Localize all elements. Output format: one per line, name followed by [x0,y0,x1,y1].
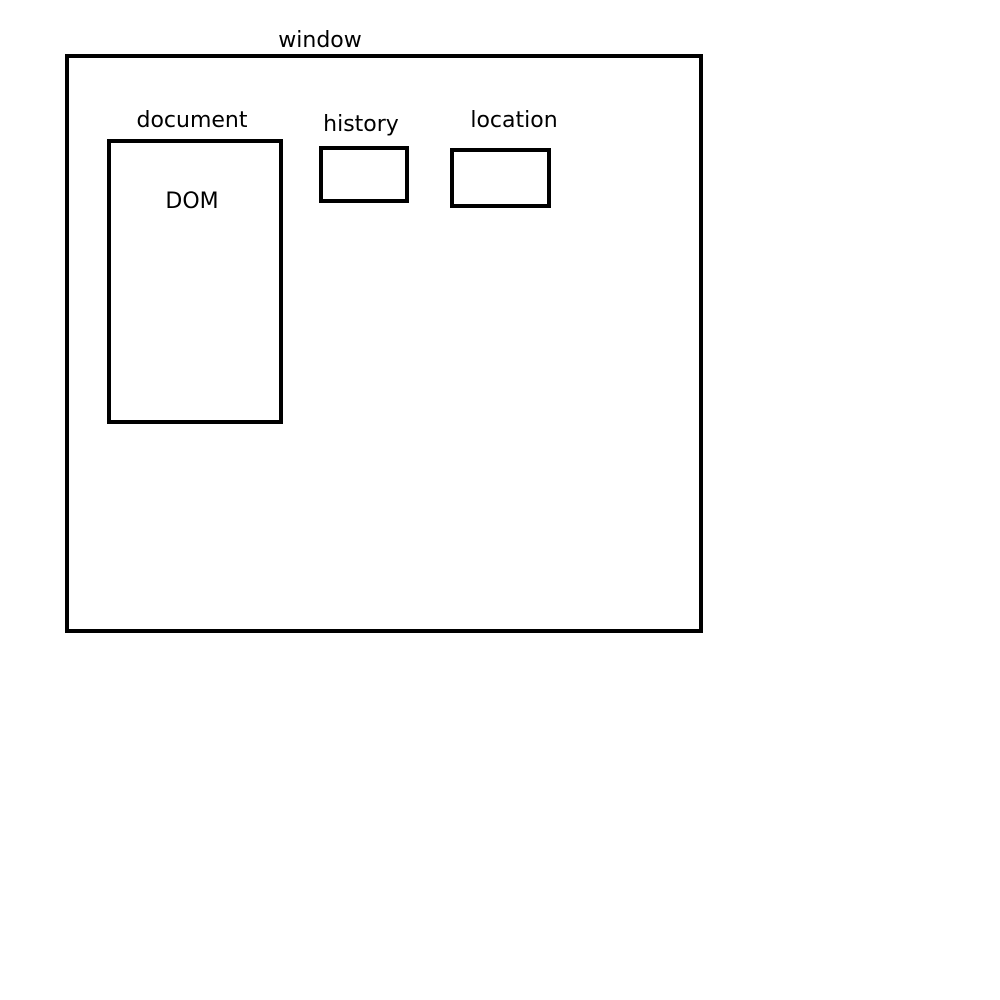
history-box [319,146,409,203]
dom-label: DOM [165,189,219,214]
window-label: window [278,28,362,53]
document-box [107,139,283,424]
location-box [450,148,551,208]
location-label: location [470,108,558,133]
history-label: history [323,112,399,137]
document-label: document [136,108,248,133]
